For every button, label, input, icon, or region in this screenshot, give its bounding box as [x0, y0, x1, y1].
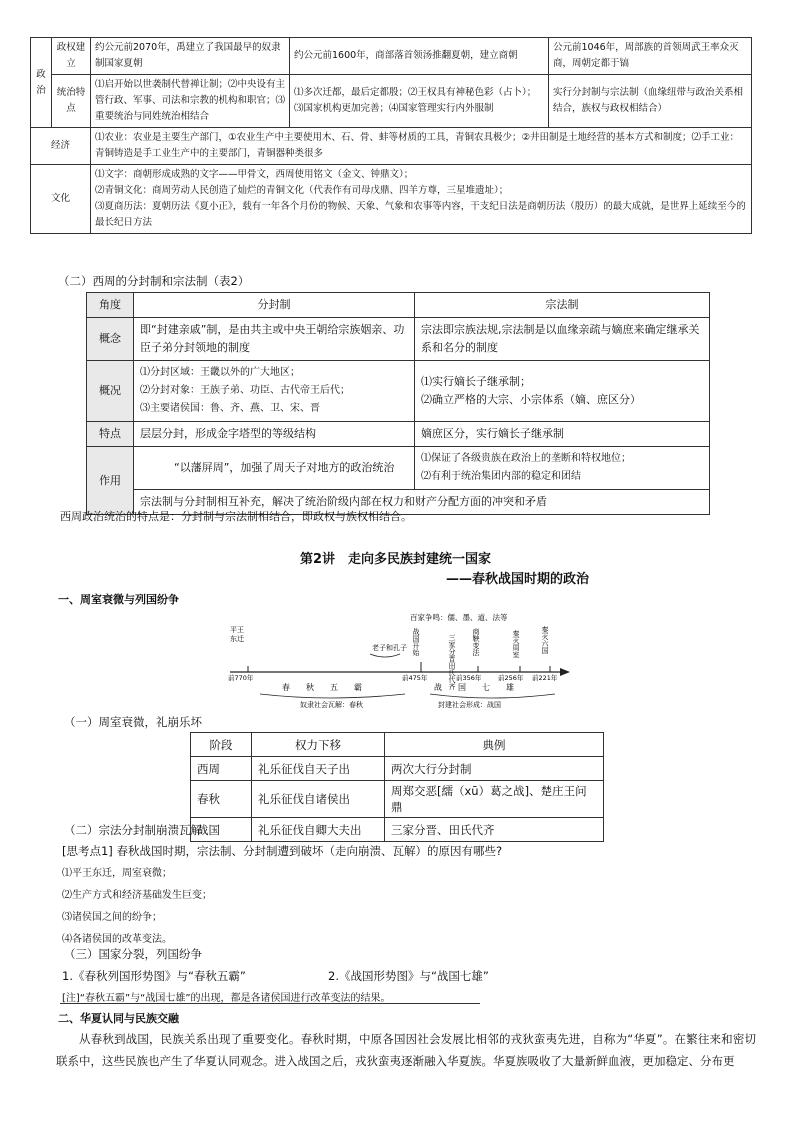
- economy-text: ⑴农业：农业是主要生产部门，①农业生产中主要使用木、石、骨、蚌等材质的工具，青铜农具极少；②井田制是土地经营的基本方式和制度；⑵手工业：青铜铸造是手工业生产中的主要部门，青铜器种类很多: [91, 128, 752, 165]
- features-shang: ⑴多次迁都，最后定都殷；⑵王权具有神秘色彩（占卜）；⑶国家机构更加完善；⑷国家管理实行内外服制: [290, 75, 549, 128]
- period-label: 战 国 七 雄: [434, 683, 514, 692]
- cell: 礼乐征伐自诸侯出: [252, 781, 385, 818]
- cell: 周郑交恶[繻（xū）葛之战]、楚庄王问鼎: [385, 781, 604, 818]
- cell: 西周: [191, 757, 252, 781]
- table-row: [87, 422, 710, 447]
- founding-xia: 约公元前2070年，禹建立了我国最早的奴隶制国家夏朝: [91, 38, 290, 75]
- cell-line: ⑵确立严格的大宗、小宗体系（嫡、庶区分）: [421, 393, 641, 406]
- power-shift-table: [190, 732, 604, 842]
- culture-label: 文化: [31, 165, 91, 234]
- reason-item: ⑷各诸侯国的改革变法。: [62, 934, 172, 945]
- cell: [415, 447, 710, 490]
- table-row: [87, 361, 710, 422]
- event-label: 商鞅变法: [472, 628, 480, 656]
- table-row: [191, 781, 604, 818]
- map-item: 2.《战国形势图》与“战国七雄”: [328, 969, 489, 983]
- header-cell: 分封制: [134, 293, 415, 318]
- cell: 春秋: [191, 781, 252, 818]
- row-label: 特点: [87, 422, 134, 447]
- event-label: 战国开始: [412, 628, 420, 656]
- period-note: 奴隶社会瓦解：春秋: [300, 701, 363, 709]
- lecture-subtitle: ——春秋战国时期的政治: [446, 572, 590, 587]
- year-label: 前475年: [402, 674, 428, 682]
- timeline-diagram: [220, 606, 580, 710]
- event-label: 秦灭六国: [541, 626, 549, 654]
- header-cell: 典例: [385, 733, 604, 757]
- axis-arrow-icon: [560, 668, 570, 676]
- part1-heading: 一、周室衰微与列国纷争: [58, 593, 179, 606]
- event-label: 三家分晋田氏代齐: [448, 634, 456, 690]
- reason-item: ⑴平王东迁，周室衰微；: [62, 868, 172, 879]
- cell-line: ⑵有利于统治集团内部的稳定和团结: [421, 471, 581, 482]
- year-label: 前256年: [498, 674, 524, 682]
- table-row: [87, 318, 710, 361]
- founding-zhou: 公元前1046年，周部族的首领周武王率众灭商，周朝定都于镐: [549, 38, 752, 75]
- event-label: 秦灭周室: [512, 630, 520, 658]
- dynasty-summary-table: [30, 37, 752, 234]
- sub-heading: （一）周室衰微，礼崩乐坏: [64, 715, 202, 729]
- table-row: [31, 38, 752, 75]
- row-label: 概念: [87, 318, 134, 361]
- body-paragraph: 从春秋到战国，民族关系出现了重要变化。春秋时期，中原各国因社会发展比相邻的戎狄蛮夷先进，自称为“华夏”。在繁往来和密切联系中，这些民族也产生了华夏认同观念。进入战国之后，戎狄蛮夷逐渐融入华夏族。华夏族吸收了大量新鲜血液，更加稳定、分布更: [56, 1032, 756, 1068]
- cell-line: ⑴保证了各级贵族在政治上的垄断和特权地位；: [421, 453, 631, 464]
- culture-line: ⑴文字：商朝形成成熟的文字——甲骨文，西周使用铭文（金文、钟鼎文）；: [95, 169, 414, 180]
- table-row: [191, 757, 604, 781]
- cell: 嫡庶区分，实行嫡长子继承制: [415, 422, 710, 447]
- cell: 战国: [191, 818, 252, 842]
- cell: [134, 361, 415, 422]
- fengjian-zongfa-table: [86, 292, 710, 515]
- founding-shang: 约公元前1600年，商部落首领汤推翻夏朝，建立商朝: [290, 38, 549, 75]
- culture-cell: [91, 165, 752, 234]
- cell: 两次大行分封制: [385, 757, 604, 781]
- divider: [60, 1003, 480, 1004]
- cell-line: ⑴实行嫡长子继承制；: [421, 375, 531, 388]
- event-label: 老子和孔子: [372, 644, 407, 652]
- culture-line: ⑵青铜文化：商周劳动人民创造了灿烂的青铜文化（代表作有司母戊鼎、四羊方尊，三星堆遗址）；: [95, 185, 509, 196]
- table-row: [31, 128, 752, 165]
- bracket: [260, 694, 405, 698]
- year-label: 前221年: [532, 674, 558, 682]
- table-row: [191, 733, 604, 757]
- period-label: 春 秋 五 霸: [282, 683, 362, 692]
- header-cell: 阶段: [191, 733, 252, 757]
- reason-item: ⑵生产方式和经济基础发生巨变；: [62, 890, 212, 901]
- top-label: 百家争鸣：儒、墨、道、法等: [410, 613, 508, 622]
- cell: 宗法即宗族法规,宗法制是以血缘亲疏与嫡庶来确定继承关系和名分的制度: [415, 318, 710, 361]
- table-row: [87, 447, 710, 490]
- cell: 三家分晋、田氏代齐: [385, 818, 604, 842]
- bracket: [430, 694, 555, 698]
- table-row: [31, 75, 752, 128]
- cell: “以藩屏周”，加强了周天子对地方的政治统治: [134, 447, 415, 490]
- header-cell: 角度: [87, 293, 134, 318]
- founding-label: 政权建立: [52, 38, 91, 75]
- row-label: 作用: [87, 447, 134, 515]
- table-row: [31, 165, 752, 234]
- features-xia: ⑴启开始以世袭制代替禅让制；⑵中央设有主管行政、军事、司法和宗教的机构和职官；⑶重要统治与同姓统治相结合: [91, 75, 290, 128]
- features-label: 统治特点: [52, 75, 91, 128]
- features-zhou: 实行分封制与宗法制（血缘纽带与政治关系相结合，族权与政权相结合）: [549, 75, 752, 128]
- cell: 礼乐征伐自卿大夫出: [252, 818, 385, 842]
- year-label: 前356年: [456, 674, 482, 682]
- cell-line: ⑵分封对象：王族子弟、功臣、古代帝王后代；: [140, 385, 350, 396]
- cell: [415, 361, 710, 422]
- reason-item: ⑶诸侯国之间的纷争；: [62, 912, 162, 923]
- table-row: [87, 293, 710, 318]
- culture-line: ⑶夏商历法：夏朝历法《夏小正》，载有一年各个月份的物候、天象、气象和农事等内容，干支纪日法是商朝历法（殷历）的最大成就，是世界上延续至今的最长纪日方法: [95, 201, 746, 228]
- cell-line: ⑶主要诸侯国：鲁、齐、燕、卫、宋、晋: [140, 403, 320, 414]
- table-row: [191, 818, 604, 842]
- event-label: 平王东迁: [230, 626, 244, 643]
- period-note: 封建社会形成：战国: [438, 701, 501, 709]
- sub-heading: （二）宗法分封制崩溃瓦解: [64, 823, 202, 837]
- section-title: （二）西周的分封制和宗法制（表2）: [58, 274, 250, 288]
- cell: 宗法制与分封制相互补充，解决了统治阶级内部在权力和财产分配方面的冲突和矛盾: [134, 490, 710, 515]
- header-cell: 权力下移: [252, 733, 385, 757]
- sub-heading: （三）国家分裂，列国纷争: [64, 947, 202, 961]
- header-cell: 宗法制: [415, 293, 710, 318]
- cell: 即“封建亲戚”制，是由共主或中央王朝给宗族姻亲、功臣子弟分封领地的制度: [134, 318, 415, 361]
- think-point: [思考点1] 春秋战国时期，宗法制、分封制遭到破坏（走向崩溃、瓦解）的原因有哪些?: [62, 844, 503, 858]
- note: [注]“春秋五霸”与“战国七雄”的出现，都是各诸侯国进行改革变法的结果。: [62, 993, 391, 1004]
- part2-heading: 二、华夏认同与民族交融: [58, 1012, 179, 1025]
- politics-label: 政治: [31, 38, 52, 128]
- cell: 礼乐征伐自天子出: [252, 757, 385, 781]
- map-item: 1.《春秋列国形势图》与“春秋五霸”: [62, 969, 246, 983]
- bracket: [370, 654, 400, 657]
- economy-label: 经济: [31, 128, 91, 165]
- row-label: 概况: [87, 361, 134, 422]
- cell-line: ⑴分封区域：王畿以外的广大地区；: [140, 367, 300, 378]
- cell: 层层分封，形成金字塔型的等级结构: [134, 422, 415, 447]
- xizhou-note: 西周政治统治的特点是：分封制与宗法制相结合，即政权与族权相结合。: [60, 510, 412, 523]
- year-label: 前770年: [228, 674, 254, 682]
- lecture-title: 第2讲 走向多民族封建统一国家: [300, 552, 492, 567]
